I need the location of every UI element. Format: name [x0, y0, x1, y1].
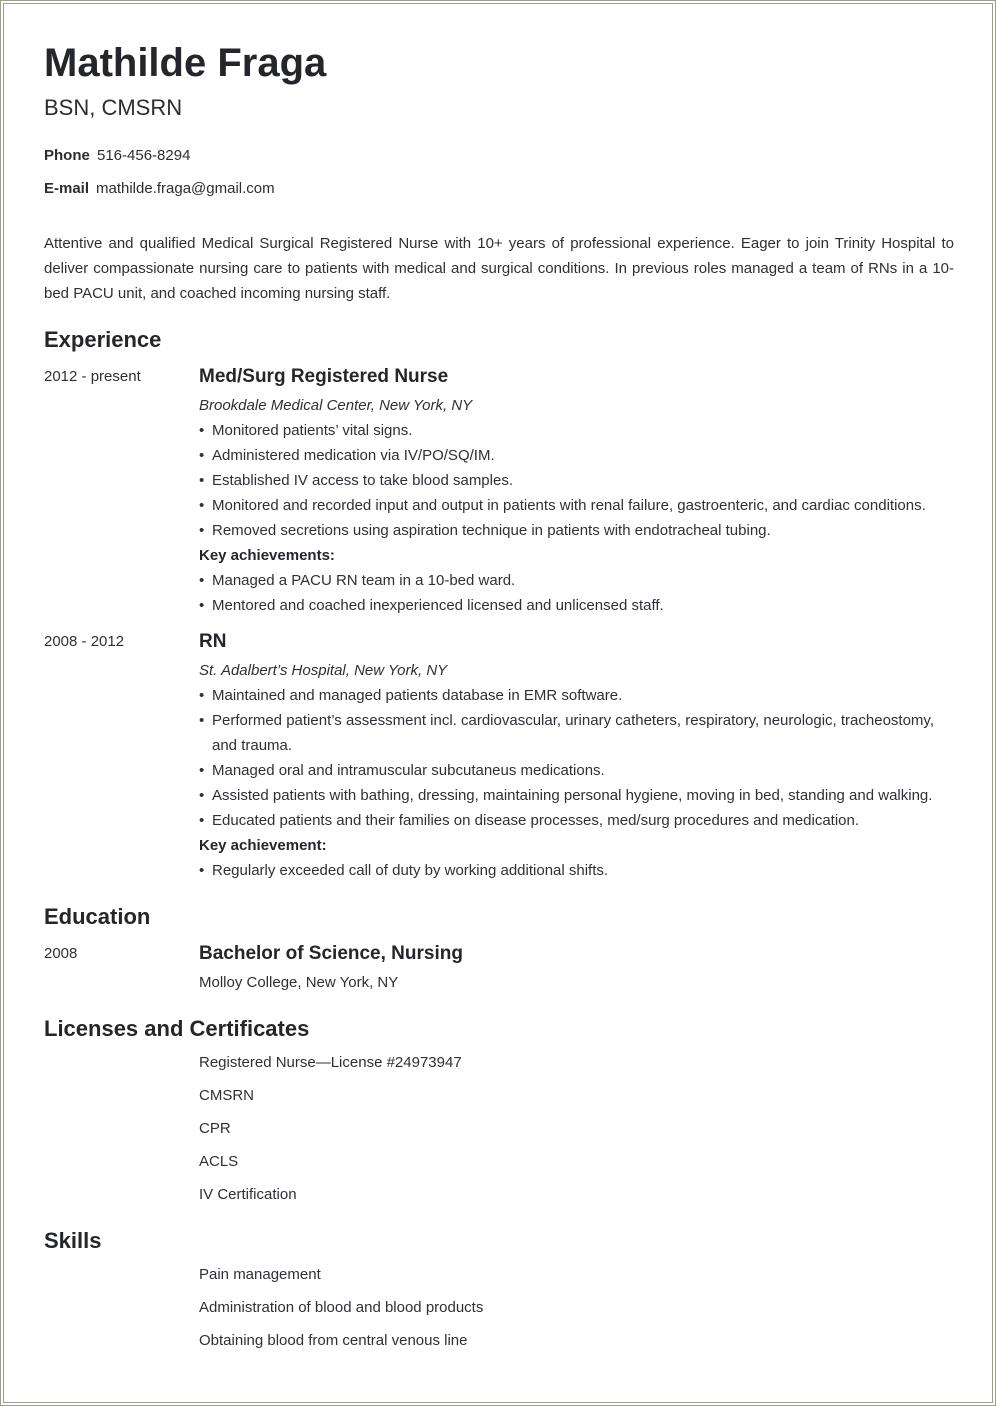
job-1-organization: Brookdale Medical Center, New York, NY: [199, 397, 473, 414]
license-item: IV Certification: [199, 1186, 297, 1203]
list-item: • Established IV access to take blood samples.: [199, 468, 944, 493]
job-2-achievements-label: Key achievement:: [199, 837, 327, 854]
education-heading: Education: [44, 904, 151, 929]
job-1-title: Med/Surg Registered Nurse: [199, 366, 449, 387]
phone-value: 516-456-8294: [97, 147, 191, 164]
list-item: • Assisted patients with bathing, dressing, maintaining personal hygiene, moving in bed, standing and walking.: [199, 783, 944, 808]
list-item: • Performed patient’s assessment incl. cardiovascular, urinary catheters, respiratory, neurologic, tracheostomy, and trauma.: [199, 708, 944, 758]
license-item: CMSRN: [199, 1087, 254, 1104]
skill-item: Pain management: [199, 1266, 321, 1283]
list-item: • Managed oral and intramuscular subcutaneus medications.: [199, 758, 944, 783]
list-item: • Regularly exceeded call of duty by working additional shifts.: [199, 858, 944, 883]
job-2-organization: St. Adalbert’s Hospital, New York, NY: [199, 662, 448, 679]
job-2-duties: [199, 683, 944, 833]
phone-label: Phone: [44, 147, 90, 164]
job-2-title: RN: [199, 631, 227, 652]
list-item: • Monitored and recorded input and output in patients with renal failure, gastroenteric, and cardiac conditions.: [199, 493, 944, 518]
candidate-name: Mathilde Fraga: [44, 41, 327, 85]
list-item: • Managed a PACU RN team in a 10-bed ward.: [199, 568, 944, 593]
education-school: Molloy College, New York, NY: [199, 974, 399, 991]
email-label: E-mail: [44, 180, 90, 197]
education-degree: Bachelor of Science, Nursing: [199, 943, 463, 964]
experience-heading: Experience: [44, 327, 162, 352]
job-1-dates: 2012 - present: [44, 368, 141, 385]
education-year: 2008: [44, 945, 78, 962]
skill-item: Obtaining blood from central venous line: [199, 1332, 468, 1349]
skills-heading: Skills: [44, 1228, 102, 1253]
job-2-achievements: [199, 858, 944, 883]
list-item: • Educated patients and their families on disease processes, med/surg procedures and medication.: [199, 808, 944, 833]
license-item: Registered Nurse—License #24973947: [199, 1054, 462, 1071]
list-item: • Removed secretions using aspiration technique in patients with endotracheal tubing.: [199, 518, 944, 543]
email-value: mathilde.fraga@gmail.com: [96, 180, 275, 197]
license-item: CPR: [199, 1120, 231, 1137]
candidate-credentials: BSN, CMSRN: [44, 95, 183, 120]
list-item: • Administered medication via IV/PO/SQ/IM.: [199, 443, 944, 468]
list-item: • Monitored patients’ vital signs.: [199, 418, 944, 443]
job-2-dates: 2008 - 2012: [44, 633, 125, 650]
job-1-achievements: [199, 568, 944, 618]
licenses-heading: Licenses and Certificates: [44, 1016, 310, 1041]
job-1-achievements-label: Key achievements:: [199, 547, 335, 564]
list-item: • Maintained and managed patients database in EMR software.: [199, 683, 944, 708]
job-1-duties: [199, 418, 944, 543]
skill-item: Administration of blood and blood products: [199, 1299, 484, 1316]
list-item: • Mentored and coached inexperienced licensed and unlicensed staff.: [199, 593, 944, 618]
summary-paragraph: Attentive and qualified Medical Surgical Registered Nurse with 10+ years of professional experience. Eager to join Trinity Hospital to deliver compassionate nursing care to patients with medical and surgical conditions. In previous roles managed a team of RNs in a 10-bed PACU unit, and coached incoming nursing staff.: [44, 235, 954, 302]
license-item: ACLS: [199, 1153, 239, 1170]
